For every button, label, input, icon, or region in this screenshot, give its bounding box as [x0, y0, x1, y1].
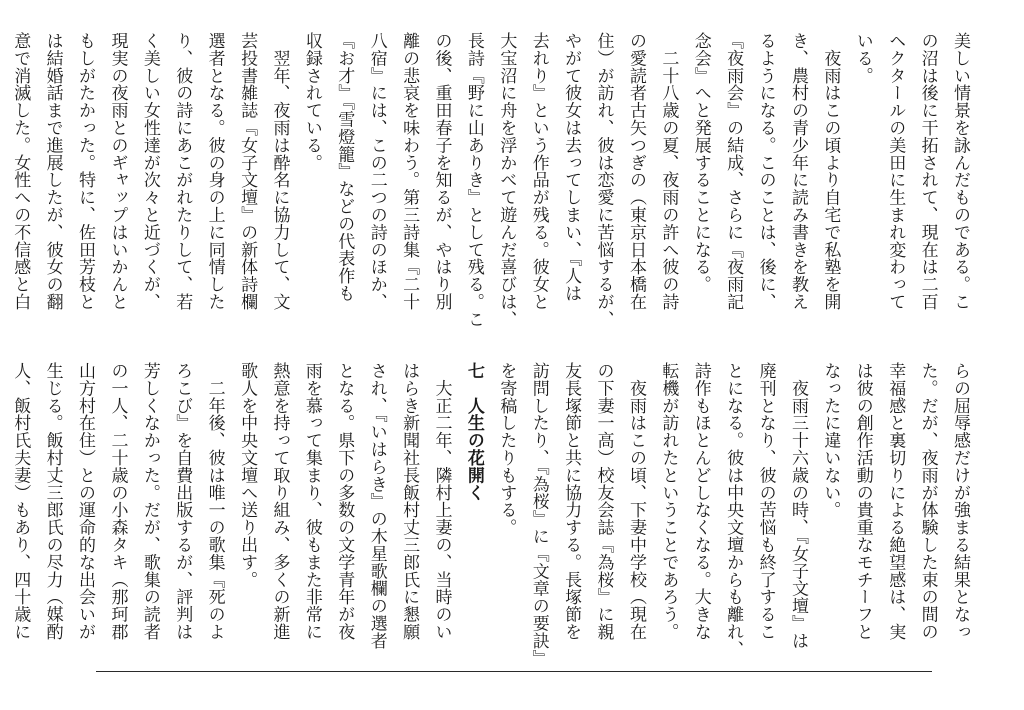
bottom-rule: [96, 671, 932, 672]
text-column: 収録されている。: [301, 32, 322, 172]
text-column: 詩作もほとんどしなくなる。大きな: [690, 362, 711, 641]
text-column: いる。: [852, 32, 873, 85]
text-column: 長詩『野に山ありき』として残る。こ: [463, 32, 484, 328]
text-column: 八宿』には、この二つの詩のほか、: [366, 32, 387, 311]
text-column: り、彼の詩にあこがれたりして、若: [172, 32, 193, 311]
text-column: た。だが、夜雨が体験した束の間の: [917, 362, 938, 641]
text-column: の沼は後に干拓されて、現在は二百: [917, 32, 938, 311]
text-column: 離の悲哀を味わう。第三詩集『二十: [399, 32, 420, 311]
text-column: 意で消滅した。女性への不信感と白: [10, 32, 31, 311]
text-column: はらき新聞社長飯村丈三郎氏に懇願: [399, 362, 420, 641]
text-column: は彼の創作活動の貴重なモチーフと: [852, 362, 873, 641]
text-column: の下妻一高）校友会誌『為桜』に親: [593, 362, 614, 641]
text-column: となる。県下の多数の文学青年が夜: [334, 362, 355, 641]
text-column: 山方村在住）との運命的な出会いが: [75, 362, 96, 641]
text-column: 美しい情景を詠んだものである。こ: [950, 32, 970, 311]
text-column: く美しい女性達が次々と近づくが、: [139, 32, 160, 311]
text-column: 夜雨三十六歳の時、『女子文壇』は: [787, 362, 808, 650]
text-column: 転機が訪れたということであろう。: [658, 362, 679, 641]
text-column: は結婚話まで進展したが、彼女の翻: [42, 32, 63, 311]
text-column: 『お才』『雪燈籠』などの代表作も: [334, 32, 355, 302]
text-column: ろこび』を自費出版するが、評判は: [172, 362, 193, 641]
text-column: 大正二年、隣村上妻の、当時のい: [431, 362, 452, 641]
text-column: 芸投書雑誌『女子文壇』の新体詩欄: [237, 32, 258, 311]
text-column: の後、重田春子を知るが、やはり別: [431, 32, 452, 311]
text-column: の一人、二十歳の小森タキ（那珂郡: [107, 362, 128, 641]
text-column: 去れり』という作品が残る。彼女と: [528, 32, 549, 311]
text-column: 人、飯村氏夫妻）もあり、四十歳に: [10, 362, 31, 641]
text-column: 雨を慕って集まり、彼もまた非常に: [301, 362, 322, 641]
text-column: 歌人を中央文壇へ送り出す。: [237, 362, 258, 589]
text-column: 友長塚節と共に協力する。長塚節を: [561, 362, 582, 641]
text-column: とになる。彼は中央文壇からも離れ、: [723, 362, 744, 658]
text-column: き、農村の青少年に読み書きを教え: [787, 32, 808, 311]
text-column: 廃刊となり、彼の苦悩も終了するこ: [755, 362, 776, 641]
text-column: 幸福感と裏切りによる絶望感は、実: [885, 362, 906, 641]
upper-text-block: [10, 32, 976, 342]
text-column: 二年後、彼は唯一の歌集『死のよ: [204, 362, 225, 641]
text-column: 翌年、夜雨は酔名に協力して、文: [269, 32, 290, 311]
text-column: され、『いはらき』の木星歌欄の選者: [366, 362, 387, 650]
lower-text-block: [10, 362, 976, 667]
text-column: 夜雨はこの頃、下妻中学校（現在: [625, 362, 646, 641]
text-column: るようになる。このことは、後に、: [755, 32, 776, 311]
text-column: 二十八歳の夏、夜雨の許へ彼の詩: [658, 32, 679, 311]
text-column: 生じる。飯村丈三郎氏の尽力（媒酌: [42, 362, 63, 641]
text-column: 『夜雨会』の結成、さらに『夜雨記: [723, 32, 744, 311]
text-column: の愛読者古矢つぎの（東京日本橋在: [625, 32, 646, 311]
text-column: 訪問したり、『為桜』に『文章の要訣』: [528, 362, 549, 667]
text-column: を寄稿したりもする。: [496, 362, 517, 536]
text-column: 熱意を持って取り組み、多くの新進: [269, 362, 290, 641]
text-column: 現実の夜雨とのギャップはいかんと: [107, 32, 128, 311]
text-column: 夜雨はこの頃より自宅で私塾を開: [820, 32, 841, 311]
text-column: ヘクタールの美田に生まれ変わって: [885, 32, 906, 311]
text-column: 大宝沼に舟を浮かべて遊んだ喜びは、: [496, 32, 517, 328]
text-column: らの屈辱感だけが強まる結果となっ: [950, 362, 970, 641]
text-column: もしがたかった。特に、佐田芳枝と: [75, 32, 96, 311]
text-column: 芳しくなかった。だが、歌集の読者: [139, 362, 160, 641]
text-column: 住）が訪れ、彼は恋愛に苦悩するが、: [593, 32, 614, 328]
section-heading: 七 人生の花開く: [463, 362, 484, 502]
text-column: やがて彼女は去ってしまい、『人は: [561, 32, 582, 302]
text-column: 念会』へと発展することになる。: [690, 32, 711, 293]
text-column: なったに違いない。: [820, 362, 841, 519]
text-column: 選者となる。彼の身の上に同情した: [204, 32, 225, 311]
